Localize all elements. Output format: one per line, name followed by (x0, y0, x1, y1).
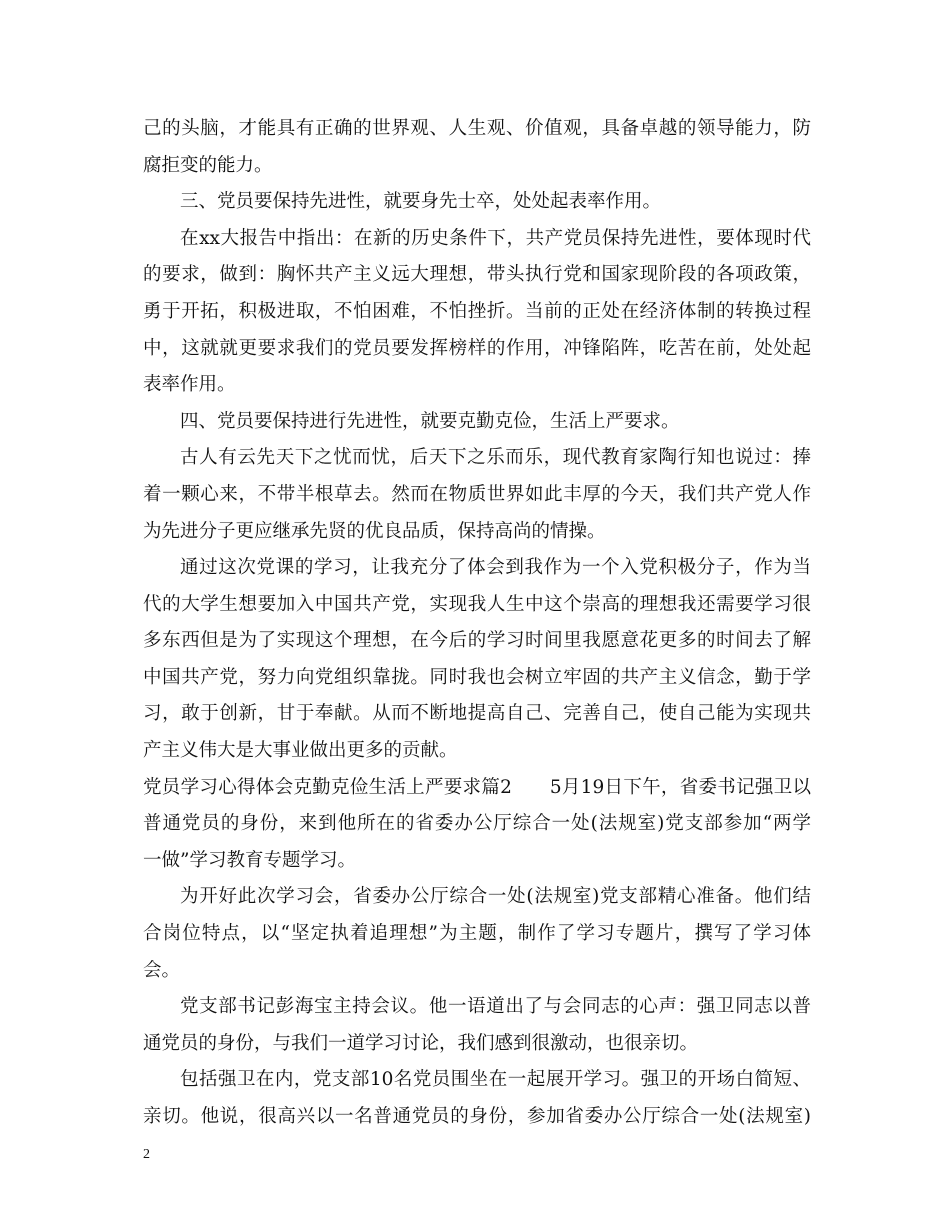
text-line: 己的头脑，才能具有正确的世界观、人生观、价值观，具备卓越的领导能力，防 (143, 118, 811, 139)
text-line: 四、党员要保持进行先进性，就要克勤克俭，生活上严要求。 (180, 411, 680, 432)
text-line: 着一颗心来，不带半根草去。然而在物质世界如此丰厚的今天，我们共产党人作 (143, 484, 811, 505)
text-line: 中国共产党，努力向党组织靠拢。同时我也会树立牢固的共产主义信念，勤于学 (143, 667, 811, 688)
text-line: 在xx大报告中指出：在新的历史条件下，共产党员保持先进性，要体现时代 (180, 228, 811, 249)
text-line: 古人有云先天下之忧而忧，后天下之乐而乐，现代教育家陶行知也说过：捧 (180, 447, 811, 468)
page-number: 2 (143, 1147, 150, 1162)
text-line: 多东西但是为了实现这个理想，在今后的学习时间里我愿意花更多的时间去了解 (143, 630, 811, 651)
text-line: 的要求，做到：胸怀共产主义远大理想，带头执行党和国家现阶段的各项政策， (143, 264, 811, 285)
text-line: 产主义伟大是大事业做出更多的贡献。 (143, 740, 458, 761)
text-line: 党员学习心得体会克勤克俭生活上严要求篇2 5月19日下午，省委书记强卫以 (143, 777, 811, 798)
text-line: 为开好此次学习会，省委办公厅综合一处(法规室)党支部精心准备。他们结 (180, 886, 811, 907)
text-line: 会。 (143, 960, 181, 981)
text-line: 腐拒变的能力。 (143, 155, 273, 176)
text-line: 党支部书记彭海宝主持会议。他一语道出了与会同志的心声：强卫同志以普 (180, 996, 811, 1017)
text-line: 三、党员要保持先进性，就要身先士卒，处处起表率作用。 (180, 191, 662, 212)
text-line: 表率作用。 (143, 374, 236, 395)
text-line: 亲切。他说，很高兴以一名普通党员的身份，参加省委办公厅综合一处(法规室) (143, 1106, 811, 1127)
text-line: 勇于开拓，积极进取，不怕困难，不怕挫折。当前的正处在经济体制的转换过程 (143, 301, 811, 322)
text-line: 中，这就就更要求我们的党员要发挥榜样的作用，冲锋陷阵，吃苦在前，处处起 (143, 338, 811, 359)
text-line: 包括强卫在内，党支部10名党员围坐在一起展开学习。强卫的开场白简短、 (180, 1069, 811, 1090)
text-line: 普通党员的身份，来到他所在的省委办公厅综合一处(法规室)党支部参加“两学 (143, 813, 811, 834)
text-line: 通党员的身份，与我们一道学习讨论，我们感到很激动，也很亲切。 (143, 1033, 699, 1054)
text-line: 代的大学生想要加入中国共产党，实现我人生中这个崇高的理想我还需要学习很 (143, 594, 811, 615)
text-line: 习，敢于创新，甘于奉献。从而不断地提高自己、完善自己，使自己能为实现共 (143, 703, 811, 724)
text-line: 为先进分子更应继承先贤的优良品质，保持高尚的情操。 (143, 521, 606, 542)
text-line: 一做”学习教育专题学习。 (143, 850, 356, 871)
text-line: 合岗位特点，以“坚定执着追理想”为主题，制作了学习专题片，撰写了学习体 (143, 923, 811, 944)
text-line: 通过这次党课的学习，让我充分了体会到我作为一个入党积极分子，作为当 (180, 557, 811, 578)
